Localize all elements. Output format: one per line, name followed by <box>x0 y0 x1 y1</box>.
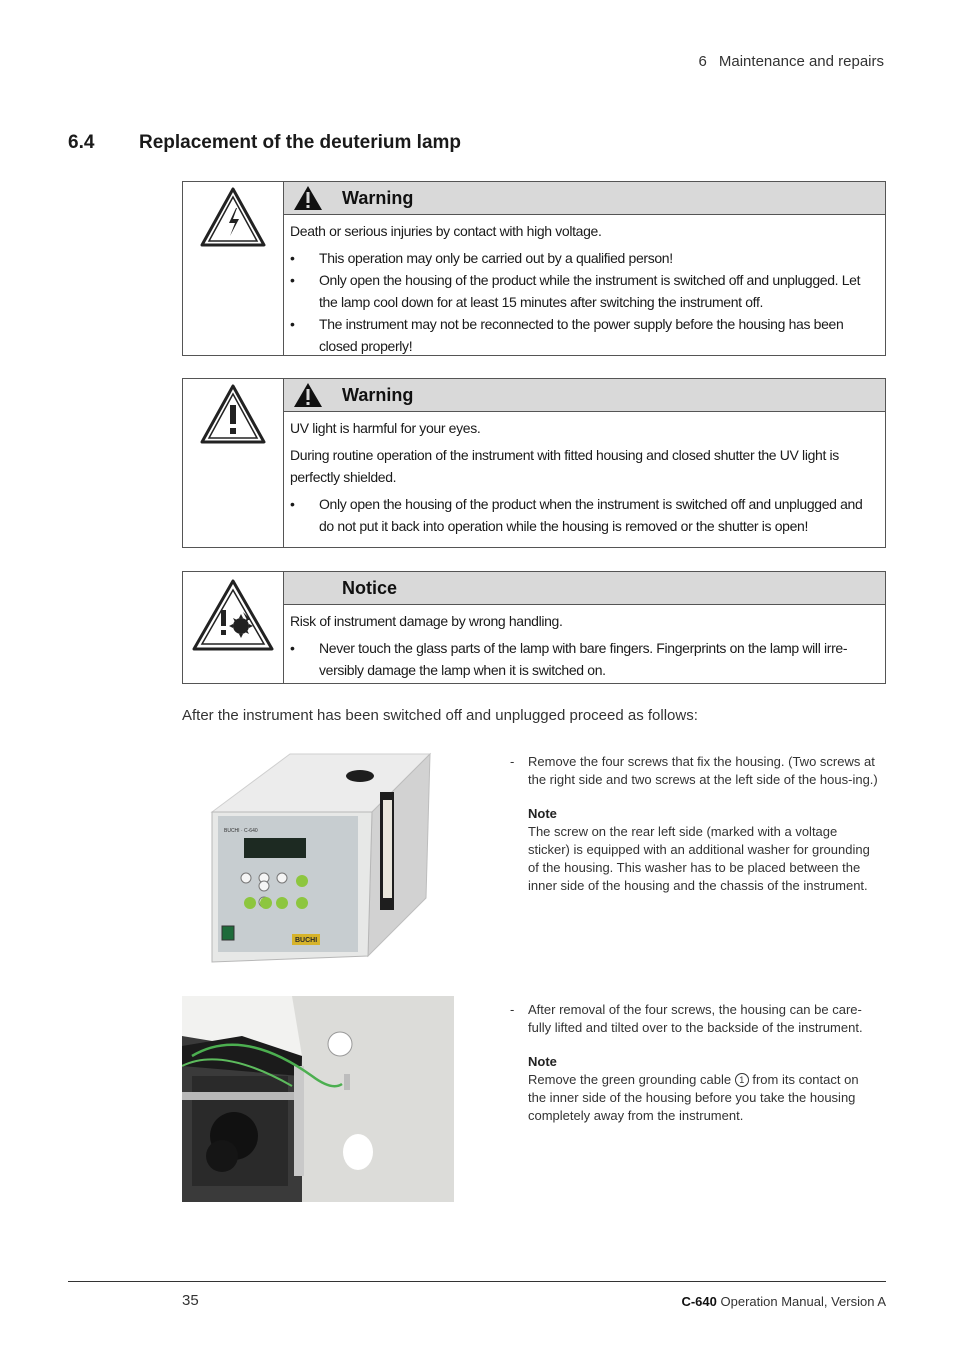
note-title: Note <box>528 806 557 821</box>
page-number: 35 <box>182 1292 199 1309</box>
warning-box-uv-light <box>182 378 886 548</box>
note-text: The screw on the rear left side (marked with a voltage sticker) is equipped with an additional washer for grounding of the housing. This washer has to be placed between the inner side of the housing and the chassis of the instrument. <box>528 824 870 893</box>
bullet-item: • The instrument may not be reconnected to the power supply before the housing has been closed properly! <box>290 313 875 357</box>
device-label-text: BUCHI · C-640 <box>224 828 258 834</box>
callout-marker: 1 <box>735 1073 749 1087</box>
box-body <box>284 605 885 685</box>
section-heading: Replacement of the deuterium lamp <box>139 132 462 153</box>
box-title: Warning <box>342 187 414 208</box>
housing-interior-photo <box>182 996 454 1202</box>
bullet-list <box>290 493 875 537</box>
section-title <box>68 132 461 154</box>
hazard-icon-cell <box>183 572 284 683</box>
box-header <box>284 572 885 605</box>
box-lead: Risk of instrument damage by wrong handling. <box>290 613 563 629</box>
warning-triangle-icon <box>293 382 323 408</box>
high-voltage-icon <box>199 186 267 248</box>
bullet-item: • Only open the housing of the product when the instrument is switched off and unplugged and do not put it back into operation while the housing is removed or the shutter is open! <box>290 493 875 537</box>
chapter-title: Maintenance and repairs <box>718 53 884 70</box>
box-title: Warning <box>342 384 414 405</box>
step-text: After removal of the four screws, the housing can be care-fully lifted and tilted over to the backside of the instrument. <box>528 1002 863 1035</box>
notice-box <box>182 571 886 684</box>
footer-rule <box>68 1281 886 1282</box>
procedure-step-1 <box>510 753 880 895</box>
note-text: Remove the green grounding cable 1 from its contact on the inner side of the housing before you take the housing completely away from the instrument. <box>528 1072 859 1123</box>
box-lead-2: During routine operation of the instrument with fitted housing and closed shutter the UV light is perfectly shielded. <box>290 447 839 485</box>
chapter-number: 6 <box>698 53 707 70</box>
brand-logo: BUCHI <box>295 937 318 944</box>
box-header <box>284 182 885 215</box>
box-body <box>284 412 885 541</box>
footer-document-info <box>681 1294 886 1309</box>
warning-box-high-voltage <box>182 181 886 356</box>
step-item <box>510 753 880 789</box>
box-header <box>284 379 885 412</box>
bullet-item: • This operation may only be carried out by a qualified person! <box>290 247 875 269</box>
box-lead: Death or serious injuries by contact with high voltage. <box>290 223 602 239</box>
bullet-list <box>290 247 875 357</box>
box-title: Notice <box>342 577 398 598</box>
step-dash: - <box>510 1002 515 1017</box>
warning-triangle-icon <box>293 185 323 211</box>
step-text: Remove the four screws that fix the housing. (Two screws at the right side and two screws at the left side of the hous-ing.) <box>528 754 878 787</box>
box-body <box>284 215 885 361</box>
document-title: Operation Manual, Version A <box>720 1294 886 1309</box>
product-name: C-640 <box>681 1294 717 1309</box>
hazard-icon-cell <box>183 379 284 547</box>
procedure-intro: After the instrument has been switched off and unplugged proceed as follows: <box>182 707 698 724</box>
step-dash: - <box>510 754 515 769</box>
note-title: Note <box>528 1054 557 1069</box>
hazard-icon-cell <box>183 182 284 355</box>
running-header <box>699 53 884 70</box>
step-item <box>510 1001 880 1037</box>
procedure-step-2 <box>510 1001 880 1125</box>
bullet-item: • Never touch the glass parts of the lamp with bare fingers. Fingerprints on the lamp will irre-versibly damage the lamp when it is switched on. <box>290 637 875 681</box>
bullet-list <box>290 637 875 681</box>
warning-exclamation-icon <box>199 383 267 445</box>
bullet-item: • Only open the housing of the product while the instrument is switched off and unplugged. Let the lamp cool down for at least 15 minutes after switching the instrument off. <box>290 269 875 313</box>
section-number: 6.4 <box>68 132 95 153</box>
box-lead: UV light is harmful for your eyes. <box>290 420 481 436</box>
instrument-photo <box>182 748 454 970</box>
instrument-damage-icon <box>191 578 275 652</box>
